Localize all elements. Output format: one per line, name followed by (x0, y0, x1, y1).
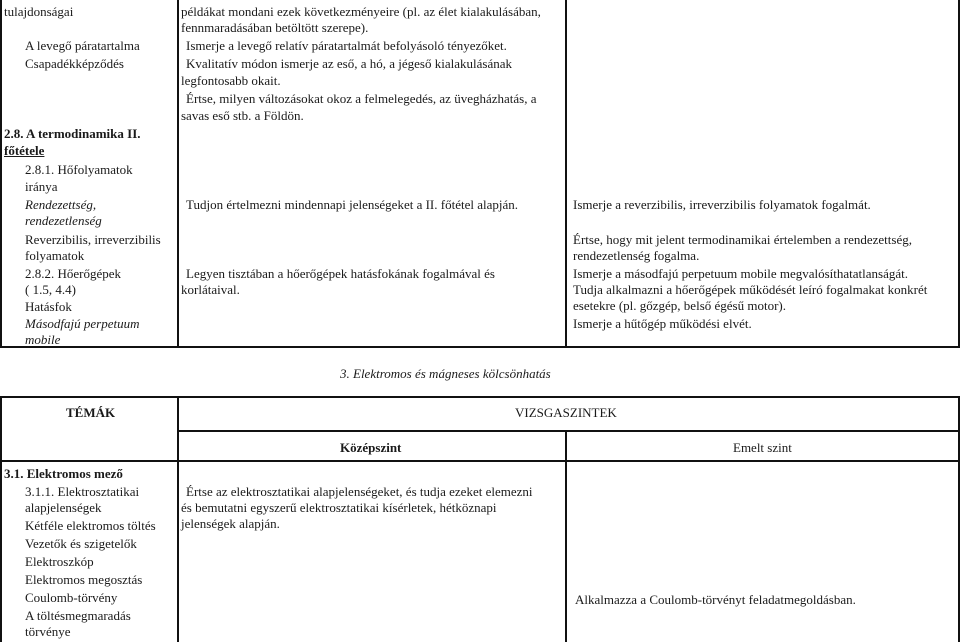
section-3-1-1-title-cont: alapjelenségek (25, 500, 102, 515)
mid-text-line: Értse, milyen változásokat okoz a felmelegedés, az üvegházhatás, a (186, 91, 537, 106)
header-emelt-szint: Emelt szint (733, 440, 792, 455)
topic-line: tulajdonságai (4, 4, 74, 19)
mid-text-line: Legyen tisztában a hőerőgépek hatásfokának fogalmával és (186, 266, 495, 281)
mid-text-line: fennmaradásában betöltött szerepe). (181, 20, 369, 35)
bottom-table-header-bottom-line (0, 460, 960, 462)
section-3-1-title: 3.1. Elektromos mező (4, 466, 123, 481)
header-vizsgaszintek: VIZSGASZINTEK (515, 405, 617, 420)
mid-text-line: jelenségek alapján. (181, 516, 280, 531)
topic-levego-paratartalma: A levegő páratartalma (25, 38, 140, 53)
section-2-8-title-cont: főtétele (4, 143, 45, 158)
top-table-right-border (958, 0, 960, 347)
mid-text-line: példákat mondani ezek következményeire (pl. az élet kialakulásában, (181, 4, 541, 19)
mid-text-line: savas eső stb. a Földön. (181, 108, 304, 123)
topic-rendezettseg-cont: rendezetlenség (25, 213, 102, 228)
section-2-8-1-title: 2.8.1. Hőfolyamatok (25, 162, 133, 177)
topic-reverzibilis-cont: folyamatok (25, 248, 85, 263)
mid-text-line: Ismerje a levegő relatív páratartalmát befolyásoló tényezőket. (186, 38, 507, 53)
bottom-table-top-border (0, 396, 960, 398)
mid-text-line: legfontosabb okait. (181, 73, 281, 88)
right-text-line: rendezetlenség fogalma. (573, 248, 700, 263)
top-table-col-divider-1 (177, 0, 179, 347)
header-kozepszint: Középszint (340, 440, 402, 455)
topic-masodfaju: Másodfajú perpetuum (25, 316, 140, 331)
topic-toltesmegmaradas-cont: törvénye (25, 624, 71, 639)
right-text-line: Alkalmazza a Coulomb-törvényt feladatmegoldásban. (575, 592, 856, 607)
bottom-table-subheader-line (177, 430, 960, 432)
top-table-col-divider-2 (565, 0, 567, 347)
mid-text-line: korlátaival. (181, 282, 240, 297)
right-text-line: Ismerje a reverzibilis, irreverzibilis folyamatok fogalmát. (573, 197, 871, 212)
section-2-8-title: 2.8. A termodinamika II. (4, 126, 141, 141)
topic-megosztas: Elektromos megosztás (25, 572, 143, 587)
top-table-left-border (0, 0, 2, 347)
mid-text-line: Tudjon értelmezni mindennapi jelenségeket a II. főtétel alapján. (186, 197, 518, 212)
right-text-line: Tudja alkalmazni a hőerőgépek működését leíró fogalmakat konkrét (573, 282, 928, 297)
section-3-1-1-title: 3.1.1. Elektrosztatikai (25, 484, 140, 499)
right-text-line: Ismerje a hűtőgép működési elvét. (573, 316, 752, 331)
topic-reverzibilis: Reverzibilis, irreverzibilis (25, 232, 161, 247)
topic-masodfaju-cont: mobile (25, 332, 61, 347)
bottom-table-col-divider-2 (565, 430, 567, 642)
bottom-table-right-border (958, 396, 960, 642)
topic-elektroszkop: Elektroszkóp (25, 554, 94, 569)
section-2-8-2-ref: ( 1.5, 4.4) (25, 282, 76, 297)
header-temak: TÉMÁK (66, 405, 116, 420)
topic-toltesmegmaradas: A töltésmegmaradás (25, 608, 131, 623)
bottom-table-col-divider-1 (177, 396, 179, 642)
topic-rendezettseg: Rendezettség, (25, 197, 97, 212)
section-2-8-1-title-cont: iránya (25, 179, 58, 194)
section-2-8-2-title: 2.8.2. Hőerőgépek (25, 266, 122, 281)
section-title: 3. Elektromos és mágneses kölcsönhatás (340, 366, 551, 381)
topic-ketfele-toltes: Kétféle elektromos töltés (25, 518, 156, 533)
right-text-line: Ismerje a másodfajú perpetuum mobile megvalósíthatatlanságát. (573, 266, 909, 281)
topic-coulomb: Coulomb-törvény (25, 590, 118, 605)
topic-csapadekkepzodes: Csapadékképződés (25, 56, 124, 71)
right-text-line: Értse, hogy mit jelent termodinamikai értelemben a rendezettség, (573, 232, 912, 247)
right-text-line: esetekre (pl. gőzgép, belső égésű motor). (573, 298, 786, 313)
top-table-bottom-border (0, 346, 960, 348)
topic-hatasfok: Hatásfok (25, 299, 72, 314)
mid-text-line: Kvalitatív módon ismerje az eső, a hó, a jégeső kialakulásának (186, 56, 512, 71)
mid-text-line: Értse az elektrosztatikai alapjelenségeket, és tudja ezeket elemezni (186, 484, 533, 499)
topic-vezetok: Vezetők és szigetelők (25, 536, 137, 551)
mid-text-line: és bemutatni egyszerű elektrosztatikai kísérletek, hétköznapi (181, 500, 497, 515)
bottom-table-left-border (0, 396, 2, 642)
